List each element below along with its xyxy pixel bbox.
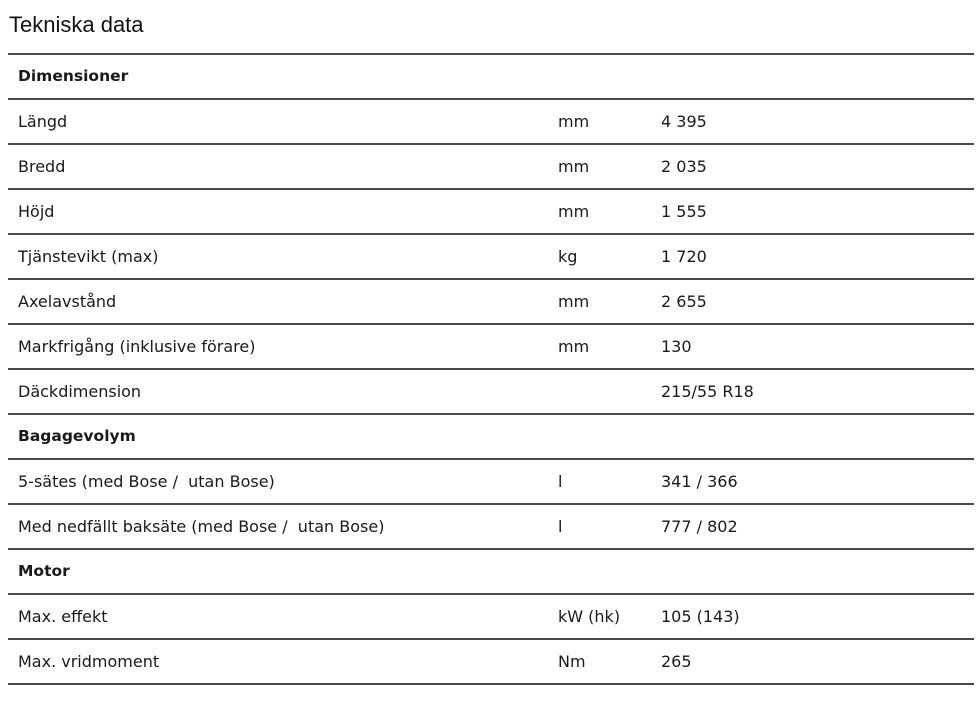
spec-value: 1 555 (651, 189, 974, 234)
section-header-dimensioner (8, 54, 974, 99)
spec-label: Axelavstånd (8, 279, 548, 324)
section-header-motor (8, 549, 974, 594)
spec-value: 777 / 802 (651, 504, 974, 549)
spec-unit: l (548, 504, 651, 549)
table-row (8, 594, 974, 639)
table-row (8, 234, 974, 279)
spec-value: 215/55 R18 (651, 369, 974, 414)
spec-label: Tjänstevikt (max) (8, 234, 548, 279)
page-title: Tekniska data (9, 12, 144, 37)
table-row (8, 504, 974, 549)
spec-unit (548, 369, 651, 414)
table-row (8, 279, 974, 324)
spec-value: 4 395 (651, 99, 974, 144)
spec-table (8, 53, 974, 685)
spec-value: 1 720 (651, 234, 974, 279)
table-row (8, 144, 974, 189)
section-heading: Motor (8, 549, 974, 594)
table-row (8, 99, 974, 144)
spec-unit: mm (548, 99, 651, 144)
spec-unit: Nm (548, 639, 651, 684)
spec-value: 130 (651, 324, 974, 369)
table-row (8, 639, 974, 684)
spec-label: Max. effekt (8, 594, 548, 639)
spec-unit: mm (548, 324, 651, 369)
spec-value: 105 (143) (651, 594, 974, 639)
spec-label: Däckdimension (8, 369, 548, 414)
spec-unit: kg (548, 234, 651, 279)
spec-value: 341 / 366 (651, 459, 974, 504)
spec-unit: mm (548, 144, 651, 189)
section-heading: Bagagevolym (8, 414, 974, 459)
section-heading: Dimensioner (8, 54, 974, 99)
spec-unit: l (548, 459, 651, 504)
section-header-bagagevolym (8, 414, 974, 459)
spec-label: Med nedfällt baksäte (med Bose / utan Bose) (8, 504, 548, 549)
spec-unit: kW (hk) (548, 594, 651, 639)
spec-value: 2 035 (651, 144, 974, 189)
spec-unit: mm (548, 279, 651, 324)
spec-label: Höjd (8, 189, 548, 234)
table-row (8, 369, 974, 414)
spec-label: Bredd (8, 144, 548, 189)
spec-unit: mm (548, 189, 651, 234)
spec-value: 265 (651, 639, 974, 684)
table-row (8, 459, 974, 504)
spec-label: Max. vridmoment (8, 639, 548, 684)
table-row (8, 324, 974, 369)
spec-label: Markfrigång (inklusive förare) (8, 324, 548, 369)
spec-label: 5-sätes (med Bose / utan Bose) (8, 459, 548, 504)
spec-value: 2 655 (651, 279, 974, 324)
spec-label: Längd (8, 99, 548, 144)
table-row (8, 189, 974, 234)
